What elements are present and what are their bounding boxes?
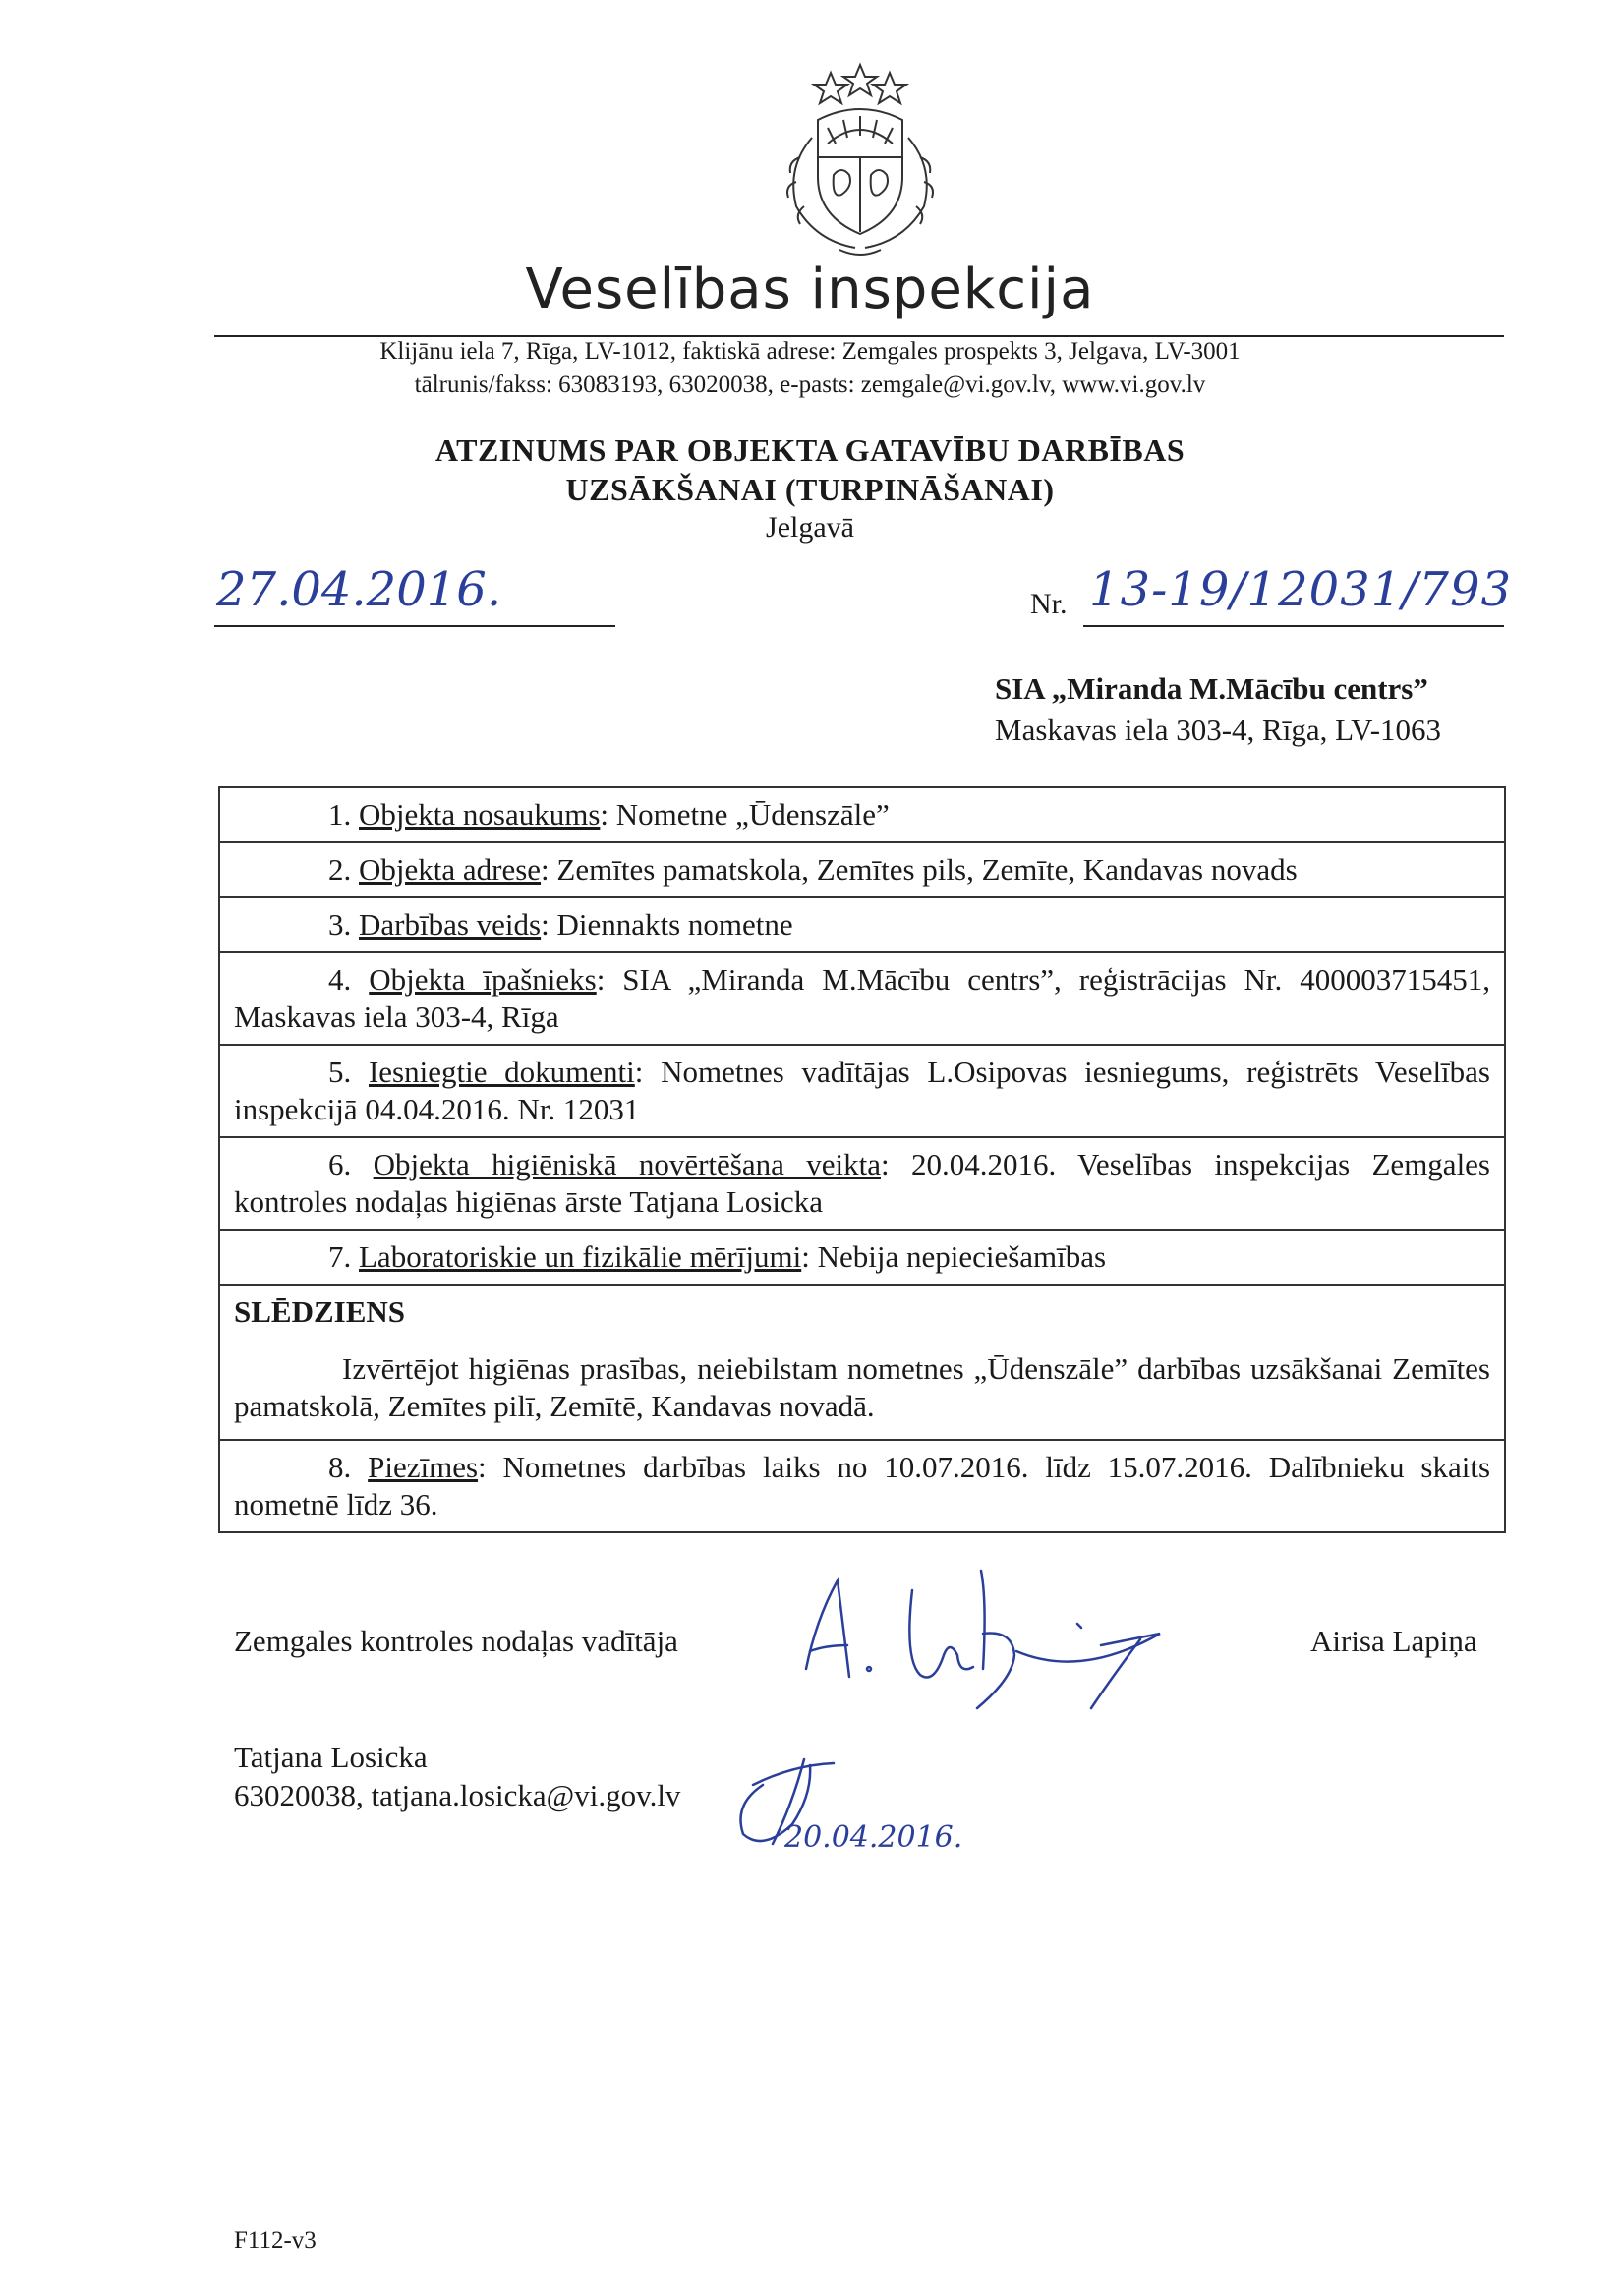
handwritten-date: 27.04.2016.	[216, 562, 502, 617]
row-value: : SIA „Miranda M.Mācību centrs”, reģistrācijas Nr. 400003715451, Maskavas iela 303-4, Rīga	[234, 962, 1490, 1034]
assessment-table	[218, 786, 1506, 1533]
handwritten-document-number: 13-19/12031/793	[1089, 562, 1513, 617]
row-number: 2.	[328, 852, 352, 887]
conclusion-text: Izvērtējot higiēnas prasības, neiebilstam nometnes „Ūdenszāle” darbības uzsākšanai Zemītes pamatskolā, Zemītes pilī, Zemītē, Kandavas novadā.	[234, 1351, 1490, 1423]
row-number: 5.	[328, 1055, 352, 1089]
table-row	[220, 1229, 1504, 1284]
row-value: : 20.04.2016. Veselības inspekcijas Zemgales kontroles nodaļas higiēnas ārste Tatjana Losicka	[234, 1147, 1490, 1219]
number-label: Nr.	[1030, 588, 1068, 620]
notes-number: 8.	[328, 1450, 352, 1484]
conclusion-row	[220, 1284, 1504, 1439]
row-label: Darbības veids	[359, 907, 542, 942]
row-number: 7.	[328, 1239, 352, 1274]
table-row	[220, 841, 1504, 896]
row-number: 6.	[328, 1147, 352, 1181]
signature-icon	[786, 1561, 1199, 1718]
recipient-block	[995, 668, 1441, 751]
number-underline	[1083, 625, 1504, 627]
contact-details: 63020038, tatjana.losicka@vi.gov.lv	[234, 1778, 681, 1812]
conclusion-title: SLĒDZIENS	[234, 1294, 406, 1329]
handwritten-contact-date: 20.04.2016.	[784, 1820, 963, 1855]
form-code: F112-v3	[234, 2227, 317, 2254]
table-row	[220, 1136, 1504, 1229]
row-label: Objekta īpašnieks	[369, 962, 597, 997]
notes-label: Piezīmes	[368, 1450, 479, 1484]
table-row	[220, 951, 1504, 1044]
row-label: Iesniegtie dokumenti	[368, 1055, 635, 1089]
document-city: Jelgavā	[766, 511, 854, 544]
row-value: : Zemītes pamatskola, Zemītes pils, Zemīte, Kandavas novads	[541, 852, 1298, 887]
header-divider	[214, 335, 1504, 337]
coat-of-arms-icon	[757, 59, 963, 265]
notes-value: : Nometnes darbības laiks no 10.07.2016. līdz 15.07.2016. Dalībnieku skaits nometnē līdz 36.	[234, 1450, 1491, 1521]
row-number: 1.	[328, 797, 352, 832]
notes-row	[220, 1439, 1504, 1531]
contact-name: Tatjana Losicka	[234, 1740, 428, 1774]
table-row	[220, 896, 1504, 951]
row-value: : Nometnes vadītājas L.Osipovas iesniegums, reģistrēts Veselības inspekcijā 04.04.2016. Nr. 12031	[234, 1055, 1490, 1126]
organization-name: Veselības inspekcija	[525, 258, 1095, 321]
row-value: : Diennakts nometne	[541, 907, 793, 942]
row-label: Laboratoriskie un fizikālie mērījumi	[359, 1239, 802, 1274]
recipient-address: Maskavas iela 303-4, Rīga, LV-1063	[995, 713, 1442, 747]
organization-address: Klijānu iela 7, Rīga, LV-1012, faktiskā adrese: Zemgales prospekts 3, Jelgava, LV-3001	[379, 338, 1241, 365]
contact-block	[234, 1738, 680, 1814]
row-label: Objekta higiēniskā novērtēšana veikta	[373, 1147, 881, 1181]
row-value: : Nebija nepieciešamības	[801, 1239, 1107, 1274]
recipient-name: SIA „Miranda M.Mācību centrs”	[995, 671, 1428, 706]
row-label: Objekta nosaukums	[359, 797, 601, 832]
document-title-line2: UZSĀKŠANAI (TURPINĀŠANAI)	[565, 472, 1055, 507]
row-value: : Nometne „Ūdenszāle”	[600, 797, 890, 832]
organization-contacts: tālrunis/fakss: 63083193, 63020038, e-pasts: zemgale@vi.gov.lv, www.vi.gov.lv	[414, 372, 1206, 398]
row-number: 3.	[328, 907, 352, 942]
signatory-role: Zemgales kontroles nodaļas vadītāja	[234, 1624, 678, 1658]
signatory-name: Airisa Lapiņa	[1310, 1624, 1477, 1658]
document-title-line1: ATZINUMS PAR OBJEKTA GATAVĪBU DARBĪBAS	[434, 432, 1186, 468]
row-label: Objekta adrese	[359, 852, 542, 887]
date-underline	[214, 625, 615, 627]
table-row	[220, 788, 1504, 841]
table-row	[220, 1044, 1504, 1136]
row-number: 4.	[328, 962, 352, 997]
